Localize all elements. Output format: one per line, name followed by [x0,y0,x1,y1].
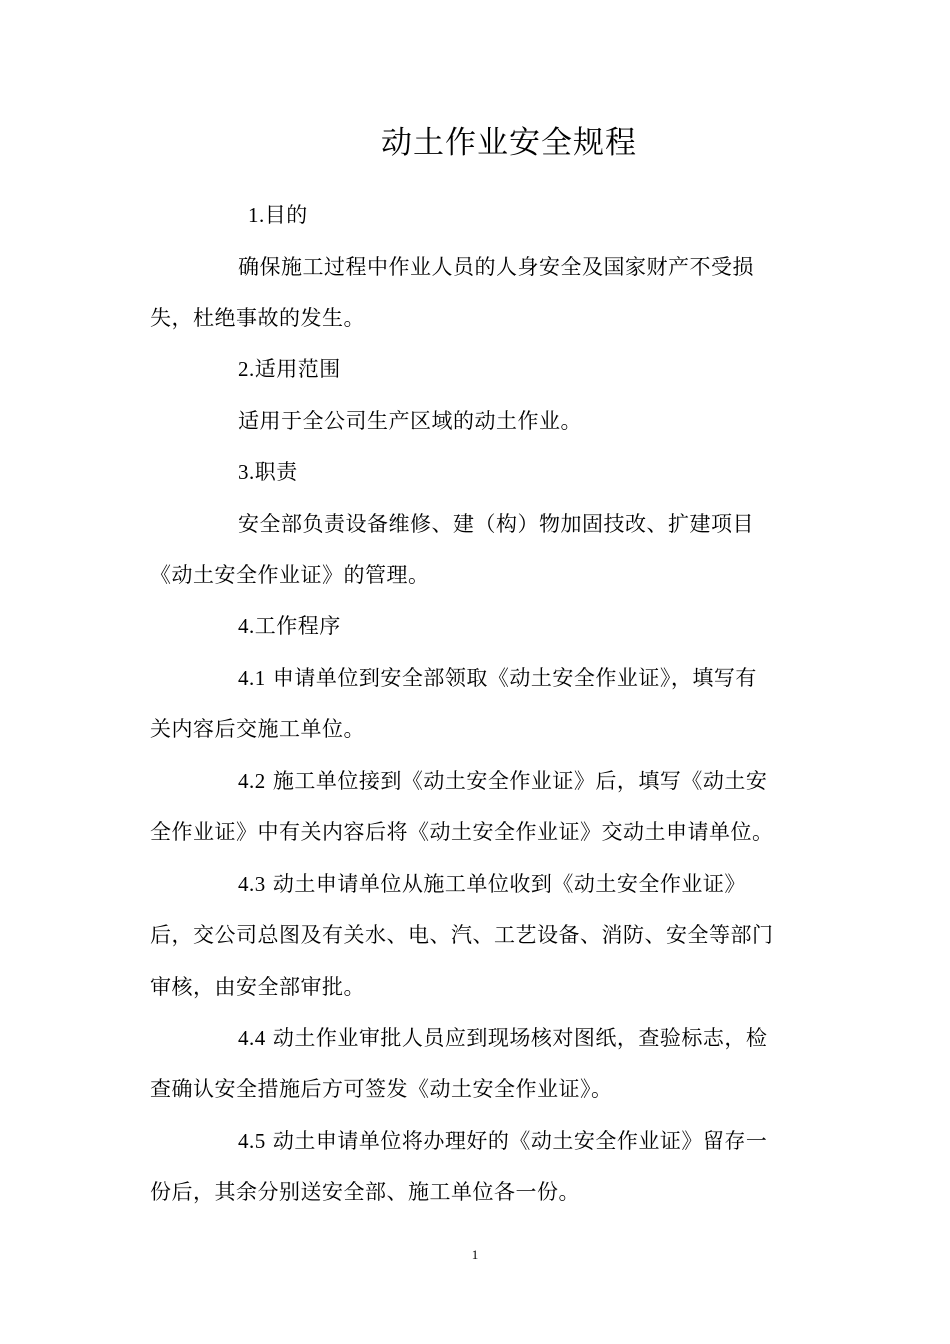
section-number: 2. [238,357,255,381]
paragraph-line: 查确认安全措施后方可签发《动土安全作业证》。 [150,1077,613,1101]
item-number: 4.3 [238,872,266,896]
item-number: 4.4 [238,1026,266,1050]
item-number: 4.1 [238,666,266,690]
procedure-item-4-3 [238,869,746,899]
paragraph-line: 确保施工过程中作业人员的人身安全及国家财产不受损 [238,255,754,279]
item-text: 施工单位接到《动土安全作业证》后，填写《动土安 [265,769,768,793]
paragraph-line: 份后，其余分别送安全部、施工单位各一份。 [150,1180,580,1204]
paragraph-line: 安全部负责设备维修、建（构）物加固技改、扩建项目 [238,512,754,536]
item-text: 动土申请单位将办理好的《动土安全作业证》留存一 [265,1129,768,1153]
procedure-item-4-1 [238,663,757,693]
section-heading-purpose [248,200,308,230]
procedure-item-4-4 [238,1023,767,1053]
item-number: 4.2 [238,769,266,793]
procedure-item-4-5 [238,1126,767,1156]
paragraph-line: 适用于全公司生产区域的动土作业。 [238,409,582,433]
section-heading-text: 适用范围 [254,357,341,381]
paragraph-line: 全作业证》中有关内容后将《动土安全作业证》交动土申请单位。 [150,820,774,844]
paragraph-line: 审核，由安全部审批。 [150,975,365,999]
section-number: 1. [248,203,265,227]
paragraph-line: 后，交公司总图及有关水、电、汽、工艺设备、消防、安全等部门 [150,923,774,947]
section-heading-scope [238,354,341,384]
section-heading-procedure [238,611,341,641]
page-number: 1 [471,1247,479,1262]
section-heading-text: 职责 [254,460,298,484]
item-text: 动土申请单位从施工单位收到《动土安全作业证》 [265,872,746,896]
item-number: 4.5 [238,1129,266,1153]
item-text: 动土作业审批人员应到现场核对图纸，查验标志，检 [265,1026,768,1050]
paragraph-line: 《动土安全作业证》的管理。 [150,563,430,587]
section-number: 3. [238,460,255,484]
section-number: 4. [238,614,255,638]
document-title: 动土作业安全规程 [381,125,637,161]
item-text: 申请单位到安全部领取《动土安全作业证》，填写有 [265,666,757,690]
section-heading-responsibility [238,457,298,487]
procedure-item-4-2 [238,766,767,796]
paragraph-line: 失，杜绝事故的发生。 [150,306,365,330]
section-heading-text: 工作程序 [254,614,341,638]
paragraph-line: 关内容后交施工单位。 [150,717,365,741]
section-heading-text: 目的 [264,203,308,227]
